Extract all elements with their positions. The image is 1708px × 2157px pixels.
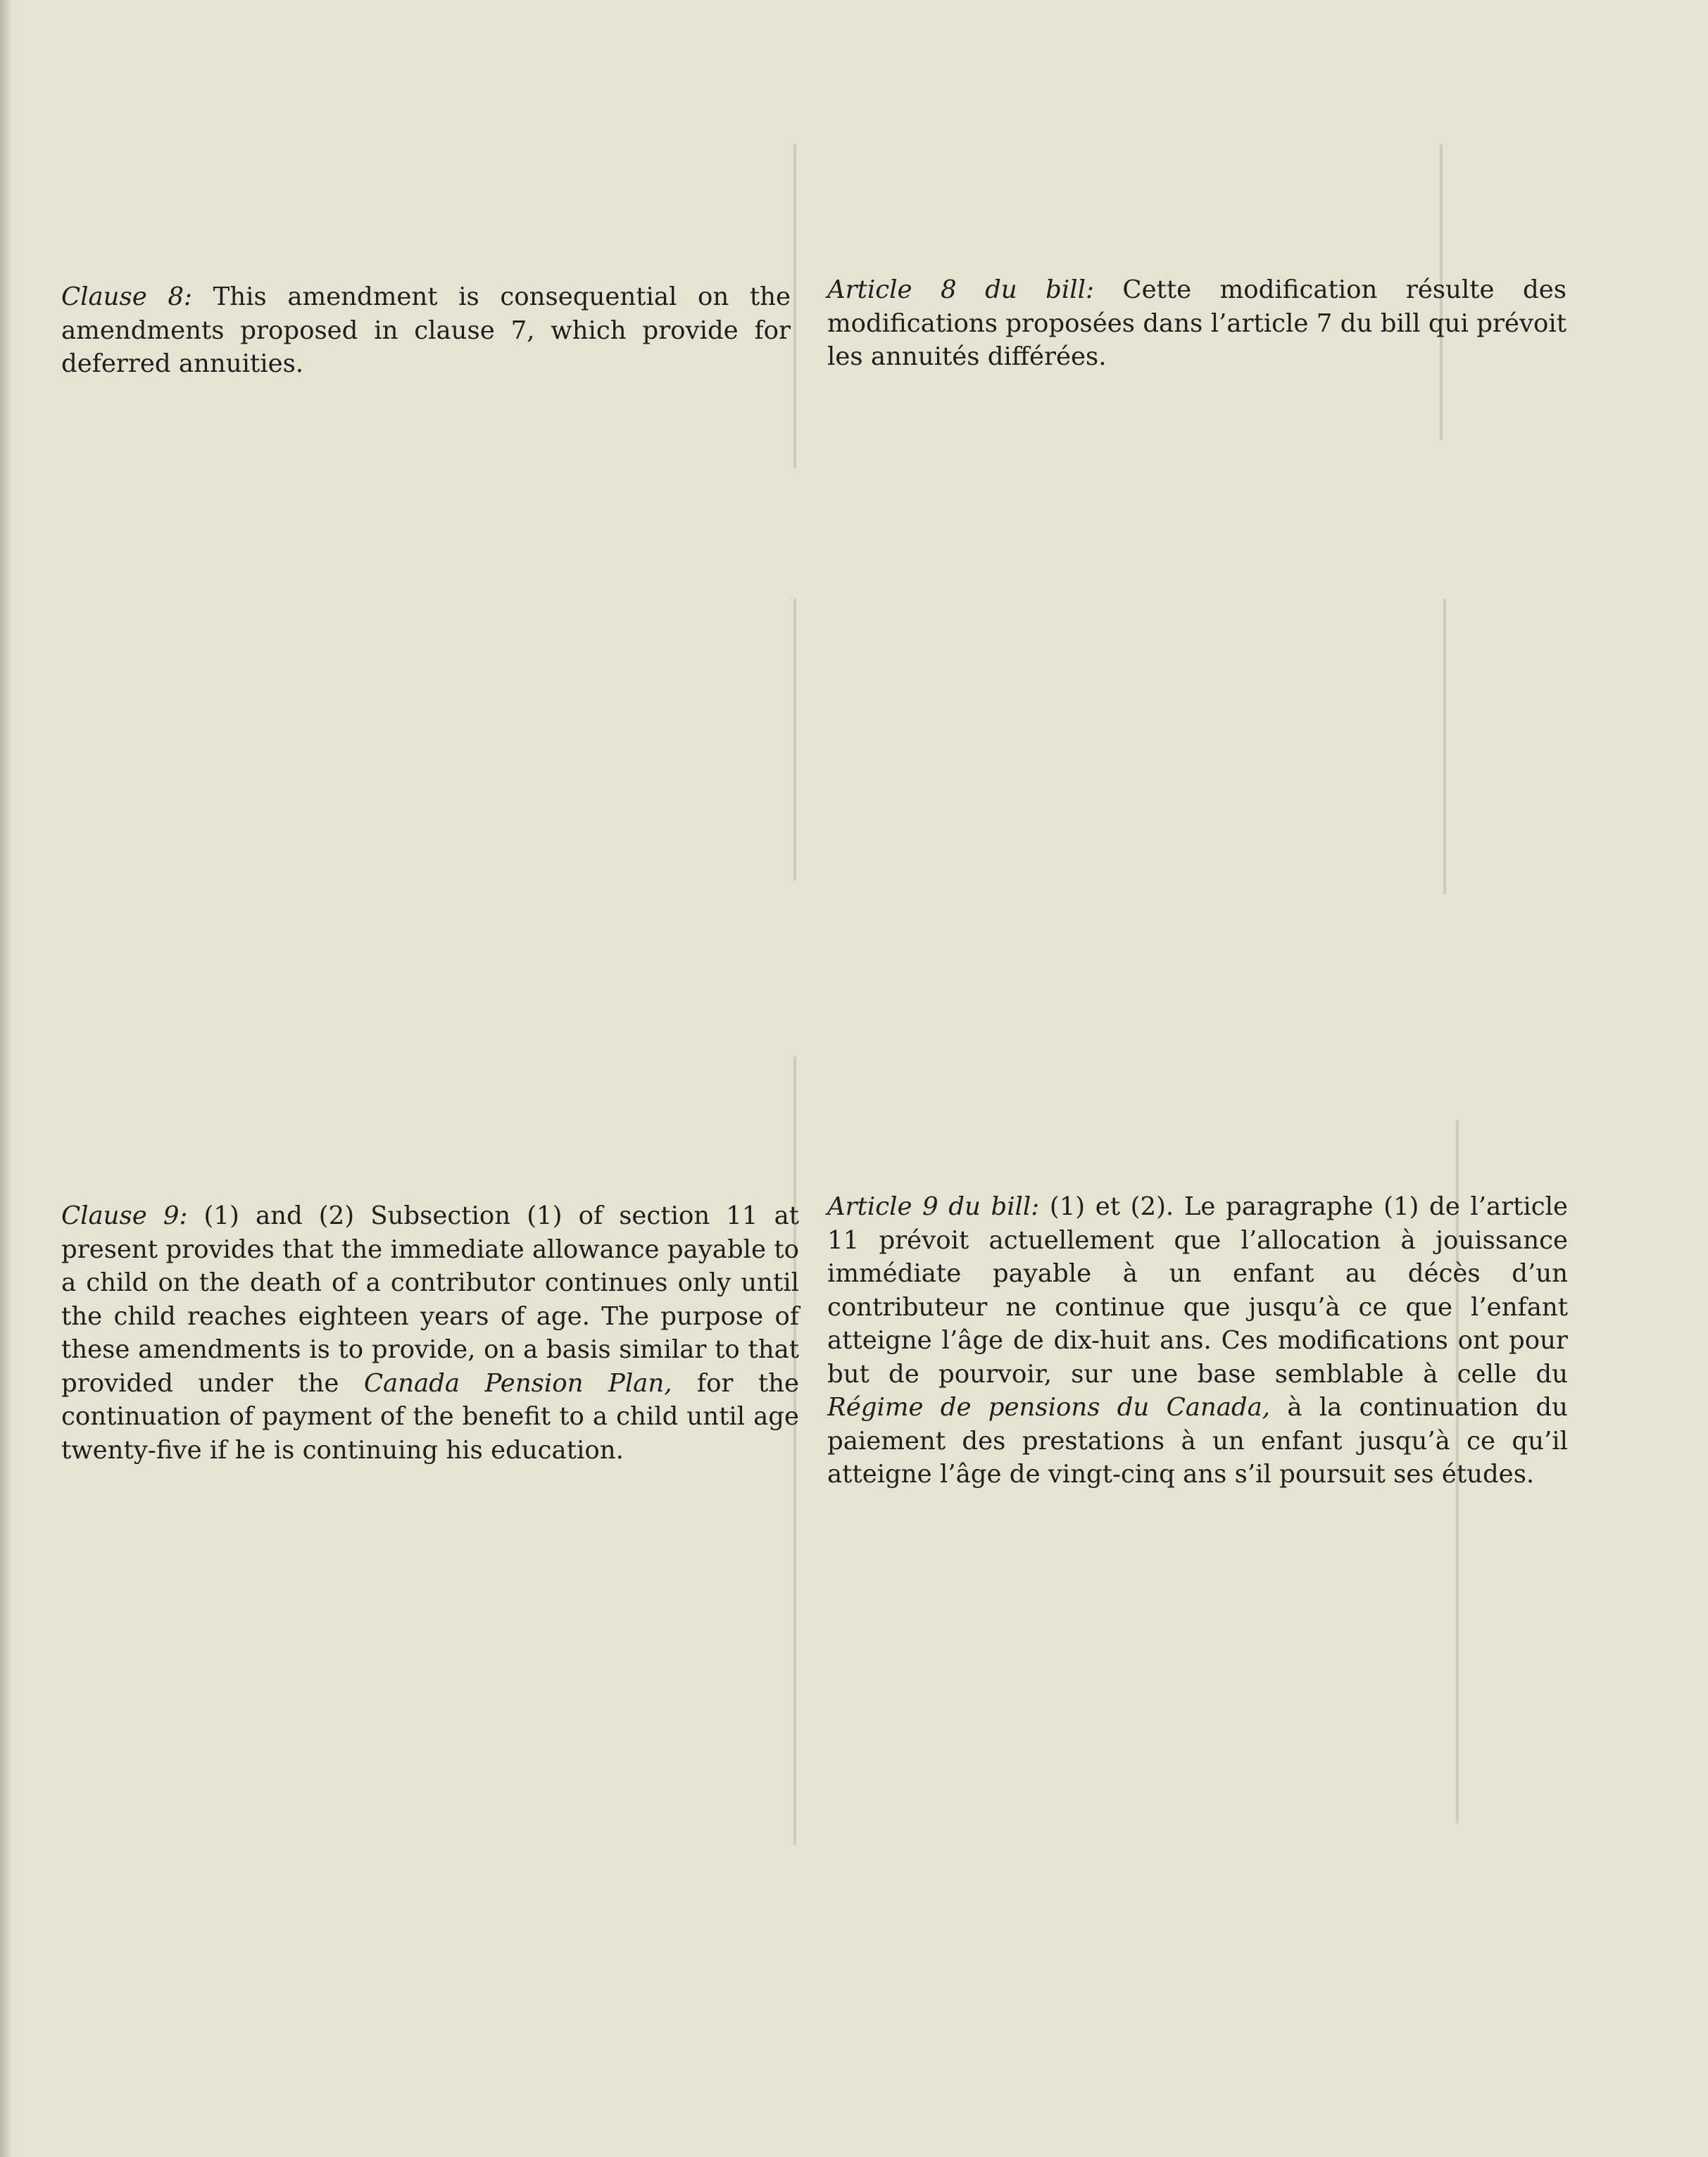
statute-title: Régime de pensions du Canada, bbox=[827, 1393, 1271, 1422]
page-edge-shadow bbox=[0, 0, 13, 2157]
explanatory-note-article-8 bbox=[827, 273, 1566, 374]
note-label: Article 8 du bill: bbox=[827, 275, 1094, 304]
bleed-through-rule bbox=[793, 144, 796, 468]
statute-title: Canada Pension Plan, bbox=[363, 1368, 672, 1398]
note-text: for the continuation of payment of the benefit to a child until age twenty-five if he is continuing his education. bbox=[61, 1368, 799, 1465]
note-text: (1) and (2) Subsection (1) of section 11 at present provides that the immediate allowance payable to a child on the death of a contributor continues only until the child reaches eighteen years of age. The purpose of these amendments is to provide, on a basis similar to that provided under the bbox=[61, 1201, 799, 1398]
note-text: Cette modification résulte des modifications proposées dans l’article 7 du bill qui prévoit les annuités différées. bbox=[827, 275, 1566, 371]
bleed-through-rule bbox=[793, 599, 796, 880]
bleed-through-rule bbox=[1443, 599, 1446, 894]
explanatory-note-clause-8 bbox=[61, 280, 791, 381]
note-text: This amendment is consequential on the amendments proposed in clause 7, which provide for deferred annuities. bbox=[61, 282, 791, 378]
note-text: (1) et (2). Le paragraphe (1) de l’article 11 prévoit actuellement que l’allocation à jouissance immédiate payable à un enfant au décès d’un contributeur ne continue que jusqu’à ce que l’enfant atteigne l’âge de dix-huit ans. Ces modifications ont pour but de pourvoir, sur une base semblable à celle du bbox=[827, 1192, 1568, 1389]
note-label: Article 9 du bill: bbox=[827, 1192, 1040, 1221]
explanatory-note-article-9 bbox=[827, 1190, 1568, 1492]
note-label: Clause 8: bbox=[61, 282, 192, 311]
explanatory-note-clause-9 bbox=[61, 1199, 799, 1467]
note-text: à la continuation du paiement des prestations à un enfant jusqu’à ce qu’il atteigne l’âge de vingt-cinq ans s’il poursuit ses études. bbox=[827, 1393, 1568, 1489]
note-label: Clause 9: bbox=[61, 1201, 188, 1230]
